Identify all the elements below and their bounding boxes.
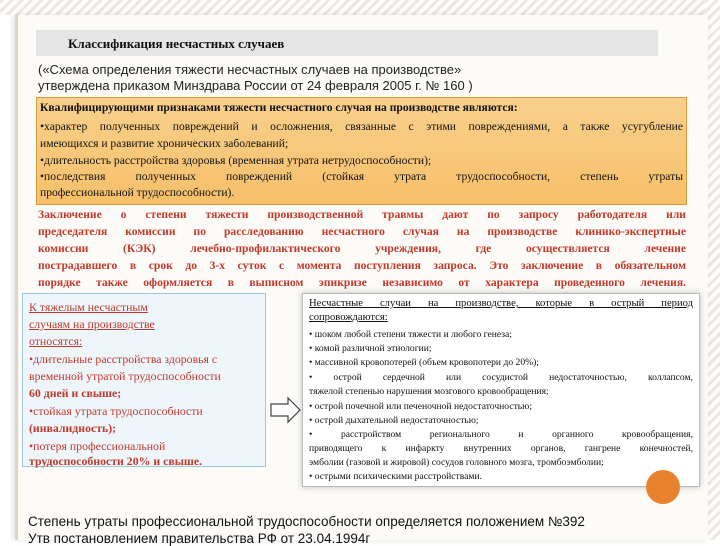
acute-line: • острой дыхательной недостаточностью; bbox=[309, 415, 479, 426]
top-stripe-border bbox=[0, 0, 720, 15]
conclusion-line: порядке также оформляется в выписном эпикризе независимо от характера проведенного лечения. bbox=[38, 276, 686, 289]
acute-line: приводящего к инфаркту внутренних органов, гангрене конечностей, bbox=[309, 443, 693, 454]
footer-line-1: Степень утраты профессиональной трудоспособности определяется положением №392 bbox=[28, 514, 585, 529]
acute-line: эмболии (газовой и жировой) сосудов головного мозга, тромбоэмболии; bbox=[309, 457, 604, 468]
conclusion-line: председателя комиссии по расследованию несчастного случая на производстве клинико-экспертные bbox=[38, 225, 686, 238]
acute-line: • острой почечной или печеночной недостаточностью; bbox=[309, 401, 532, 412]
acute-line: • острыми психическими расстройствами. bbox=[309, 471, 482, 482]
conclusion-line: пострадавшего в срок до 3-х суток с момента поступления запроса. Это заключение в обязательном bbox=[38, 259, 686, 272]
severe-line: временной утратой трудоспособности bbox=[29, 369, 221, 383]
acute-line: • комой различной этиологии; bbox=[309, 343, 432, 354]
severe-line: •стойкая утрата трудоспособности bbox=[29, 404, 203, 418]
criteria-heading: Квалифицирующими признаками тяжести несчастного случая на производстве являются: bbox=[40, 101, 518, 114]
severe-line: •потеря профессиональной bbox=[29, 439, 166, 453]
acute-heading: Несчастные случаи на производстве, которые в острый период bbox=[309, 298, 693, 309]
severe-line: (инвалидность); bbox=[29, 421, 117, 435]
conclusion-line: комиссии (КЭК) лечебно-профилактического учреждения, где осуществляется лечение bbox=[38, 242, 686, 255]
acute-line: • массивной кровопотерей (объем кровопотери до 20%); bbox=[309, 357, 539, 368]
criteria-line: профессиональной трудоспособности). bbox=[40, 186, 235, 199]
criteria-line: •характер полученных повреждений и осложнения, связанные с этими повреждениями, а также усугубление bbox=[40, 120, 683, 133]
acute-line: • шоком любой степени тяжести и любого генеза; bbox=[309, 329, 512, 340]
criteria-line: •последствия полученных повреждений (стойкая утрата трудоспособности, степень утраты bbox=[40, 170, 683, 183]
criteria-line: •длительность расстройства здоровья (временная утрата нетрудоспособности); bbox=[40, 154, 432, 167]
scheme-line-2: утверждена приказом Минздрава России от 24 февраля 2005 г. № 160 ) bbox=[38, 78, 473, 93]
criteria-box bbox=[36, 97, 687, 205]
conclusion-line: Заключение о степени тяжести производственной травмы дают по запросу работодателя или bbox=[38, 208, 686, 221]
decorative-circle bbox=[646, 470, 680, 504]
acute-line: тяжелой степенью нарушения мозгового кровообращения; bbox=[309, 386, 549, 397]
criteria-line: имеющихся и развитие хронических заболеваний; bbox=[40, 137, 289, 150]
title-bar bbox=[36, 30, 658, 56]
severe-line: •длительные расстройства здоровья с bbox=[29, 352, 218, 366]
severe-line: трудоспособности 20% и свыше. bbox=[29, 454, 203, 468]
severe-heading: случаям на производстве bbox=[29, 317, 155, 331]
scheme-line-1: («Схема определения тяжести несчастных случаев на производстве» bbox=[38, 62, 462, 77]
acute-line: • расстройством регионального и органного кровообращения, bbox=[309, 429, 693, 440]
severe-heading: К тяжелым несчастным bbox=[29, 300, 148, 314]
severe-heading: относятся: bbox=[29, 334, 83, 348]
page-title: Классификация несчастных случаев bbox=[68, 36, 285, 51]
severe-line: 60 дней и свыше; bbox=[29, 386, 122, 400]
acute-line: • острой сердечной или сосудистой недостаточностью, коллапсом, bbox=[309, 372, 693, 383]
right-arrow-icon bbox=[270, 396, 302, 424]
footer-line-2: Утв постановлением правительства РФ от 23.04.1994г bbox=[28, 531, 371, 546]
acute-heading: сопровождаются: bbox=[309, 312, 388, 323]
severe-cases-box bbox=[22, 293, 266, 467]
acute-cases-box bbox=[302, 293, 700, 487]
